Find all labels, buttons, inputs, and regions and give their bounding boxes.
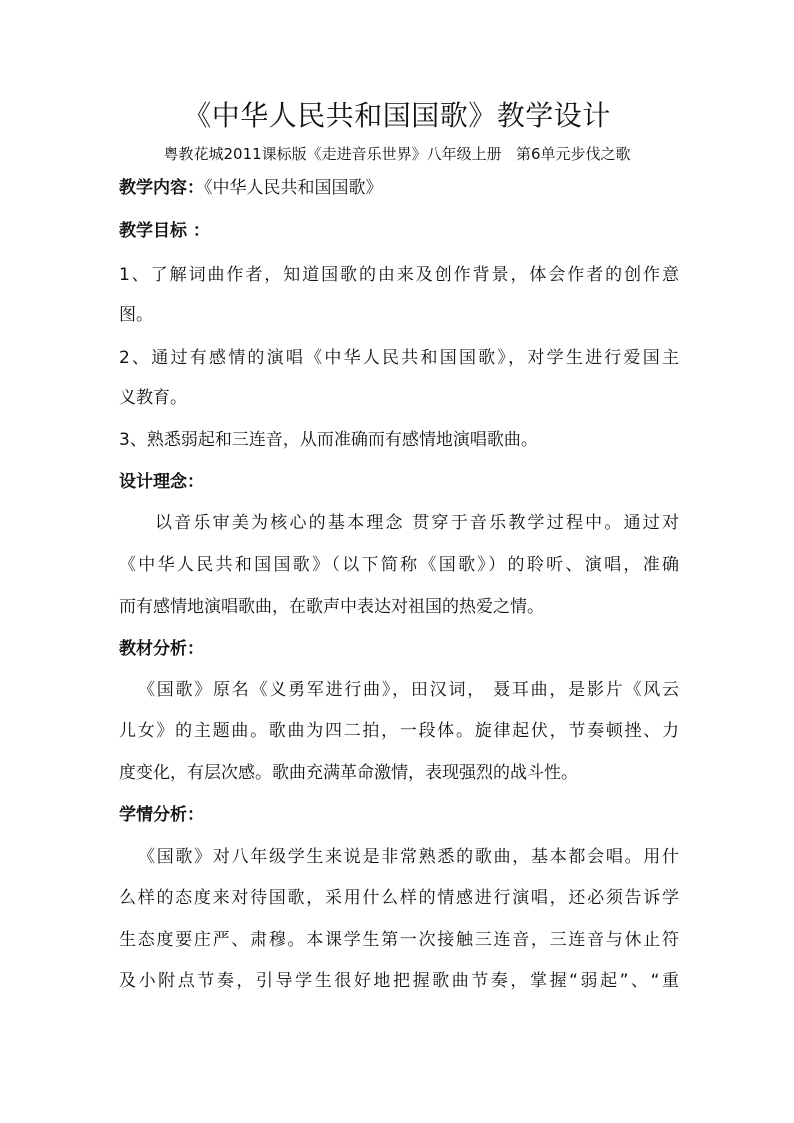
design-concept-heading: 设计理念： — [119, 472, 204, 492]
document-subtitle: 粤教花城2011课标版《走进音乐世界》八年级上册 第6单元步伐之歌 — [163, 145, 631, 163]
student-line-3: 生态度要庄严、肃穆。本课学生第一次接触三连音，三连音与休止符 — [119, 930, 679, 950]
concept-line-2: 《中华人民共和国国歌》（以下简称《国歌》）的聆听、演唱，准确 — [119, 555, 679, 575]
student-line-4: 及小附点节奏，引导学生很好地把握歌曲节奏，掌握“弱起”、“重 — [119, 971, 679, 991]
goal-line-4: 义教育。 — [119, 388, 187, 408]
student-analysis-heading: 学情分析： — [119, 805, 204, 825]
teaching-content-heading: 教学内容： — [119, 178, 204, 198]
concept-line-3: 而有感情地演唱歌曲，在歌声中表达对祖国的热爱之情。 — [119, 597, 544, 617]
goal-line-3: 2、通过有感情的演唱《中华人民共和国国歌》，对学生进行爱国主 — [119, 348, 679, 368]
goal-line-1: 1、了解词曲作者，知道国歌的由来及创作背景，体会作者的创作意 — [119, 265, 679, 285]
teaching-content-row — [119, 176, 679, 200]
document-title: 《中华人民共和国国歌》教学设计 — [183, 99, 611, 132]
goal-line-5: 3、熟悉弱起和三连音，从而准确而有感情地演唱歌曲。 — [119, 430, 538, 450]
material-line-2: 儿女》的主题曲。歌曲为四二拍，一段体。旋律起伏，节奏顿挫、力 — [119, 721, 679, 741]
concept-line-1: 以音乐审美为核心的基本理念 贯穿于音乐教学过程中。通过对 — [155, 513, 679, 533]
goal-line-2: 图。 — [119, 305, 153, 325]
teaching-goals-heading: 教学目标 ： — [119, 221, 210, 241]
material-line-3: 度变化，有层次感。歌曲充满革命激情，表现强烈的战斗性。 — [119, 763, 578, 783]
teaching-content-text: 《中华人民共和国国歌》 — [204, 178, 383, 198]
student-line-1: 《国歌》对八年级学生来说是非常熟悉的歌曲，基本都会唱。用什 — [138, 847, 679, 867]
material-analysis-heading: 教材分析： — [119, 639, 204, 659]
student-line-2: 么样的态度来对待国歌，采用什么样的情感进行演唱，还必须告诉学 — [119, 888, 679, 908]
material-line-1: 《国歌》原名《义勇军进行曲》，田汉词， 聂耳曲，是影片《风云 — [138, 680, 679, 700]
